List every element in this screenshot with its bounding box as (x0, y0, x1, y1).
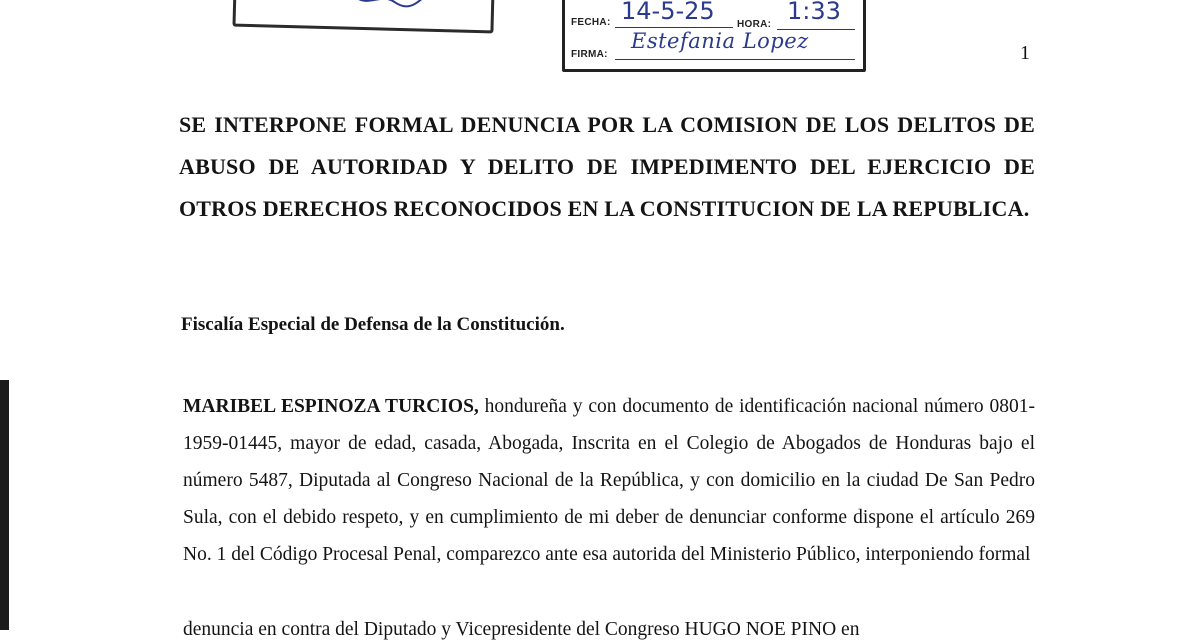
body-paragraph (183, 388, 1035, 573)
firma-signature: Estefania Lopez (631, 29, 809, 53)
fecha-underline (615, 27, 733, 28)
fecha-value: 14-5-25 (621, 0, 715, 25)
page-number: 1 (1020, 42, 1030, 64)
reception-stamp (562, 0, 866, 72)
fecha-label: FECHA: (571, 17, 611, 28)
firma-label: FIRMA: (571, 49, 608, 60)
body-text: hondureña y con documento de identificación nacional número 0801-1959-01445, mayor de edad, casada, Abogada, Inscrita en el Colegio de Abogados de Honduras bajo el número 5487, Diputada al Congreso Nacional de la República, y con domicilio en la ciudad De San Pedro Sula, con el debido respeto, y en cumplimiento de mi deber de denunciar conforme dispone el artículo 269 No. 1 del Código Procesal Penal, comparezco ante esa autorida del Ministerio Público, interponiendo formal (183, 396, 1036, 565)
hora-value: 1:33 (787, 0, 841, 25)
complainant-name: MARIBEL ESPINOZA TURCIOS, (183, 396, 479, 417)
received-stamp-left (232, 0, 494, 33)
document-title: SE INTERPONE FORMAL DENUNCIA POR LA COMISION DE LOS DELITOS DE ABUSO DE AUTORIDAD Y DELITO DE IMPEDIMENTO DEL EJERCICIO DE OTROS DERECHOS RECONOCIDOS EN LA CONSTITUCION DE LA REPUBLICA. (179, 112, 1035, 221)
handwritten-mark (356, 0, 426, 9)
scan-shadow-edge (0, 380, 9, 630)
body-continuation-line: denuncia en contra del Diputado y Vicepresidente del Congreso HUGO NOE PINO en (183, 619, 860, 640)
addressee-line: Fiscalía Especial de Defensa de la Constitución. (181, 314, 565, 335)
firma-underline (615, 59, 855, 60)
hora-label: HORA: (737, 19, 772, 30)
